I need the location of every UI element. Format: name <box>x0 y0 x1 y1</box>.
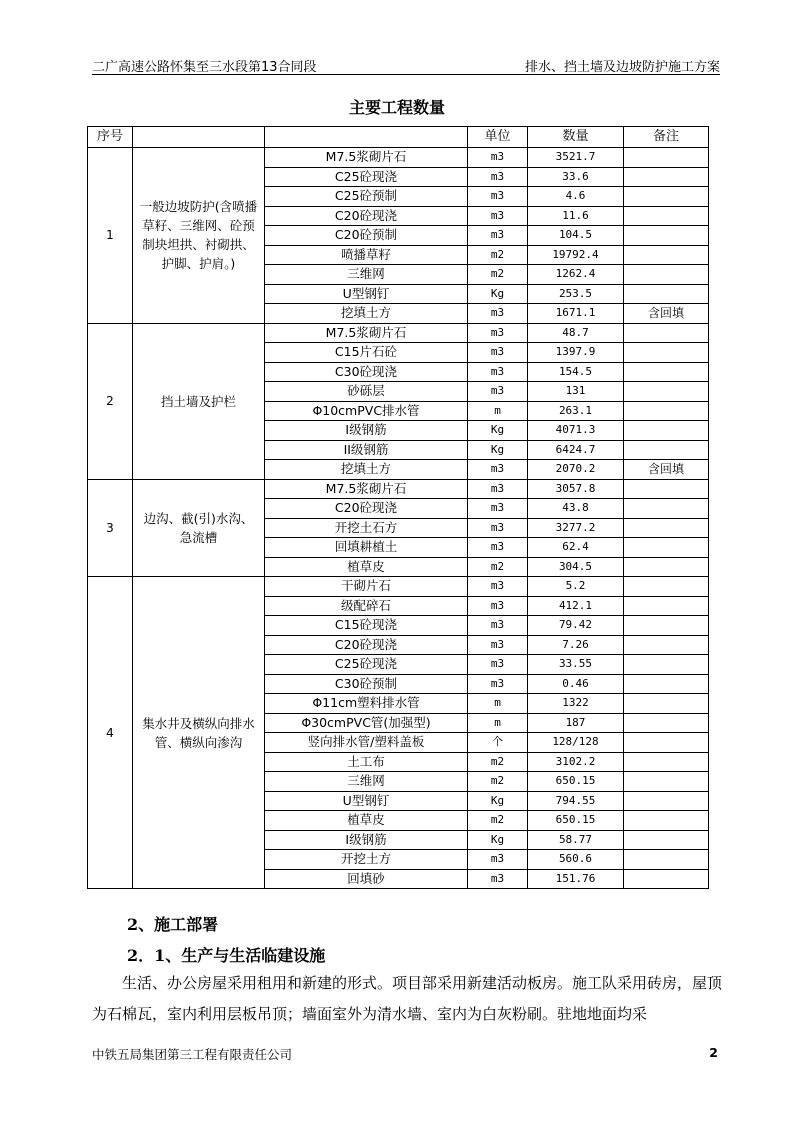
table-title: 主要工程数量 <box>348 98 445 117</box>
body-paragraph <box>92 968 724 1030</box>
item-quantity: 43.8 <box>528 499 624 519</box>
item-name: M7.5浆砌片石 <box>265 323 468 343</box>
table-row <box>88 577 709 597</box>
header-doc-title: 排水、挡土墙及边坡防护施工方案 <box>524 60 720 75</box>
item-remark <box>624 265 709 285</box>
item-remark <box>624 791 709 811</box>
item-name: C30砼预制 <box>265 674 468 694</box>
group-index: 2 <box>88 323 133 479</box>
item-quantity: 62.4 <box>528 538 624 558</box>
item-name: 砂砾层 <box>265 382 468 402</box>
group-category: 边沟、截(引)水沟、急流槽 <box>133 479 265 577</box>
item-remark <box>624 206 709 226</box>
group-category: 集水井及横纵向排水管、横纵向渗沟 <box>133 577 265 889</box>
item-unit: m3 <box>468 479 528 499</box>
item-remark <box>624 557 709 577</box>
group-category: 挡土墙及护栏 <box>133 323 265 479</box>
item-name: 干砌片石 <box>265 577 468 597</box>
item-unit: Kg <box>468 421 528 441</box>
item-unit: m3 <box>468 850 528 870</box>
item-quantity: 33.6 <box>528 167 624 187</box>
item-unit: Kg <box>468 440 528 460</box>
item-unit: m3 <box>468 148 528 168</box>
item-unit: m3 <box>468 167 528 187</box>
header-rule <box>92 74 720 75</box>
item-remark <box>624 850 709 870</box>
item-name: C20砼现浇 <box>265 206 468 226</box>
item-quantity: 4071.3 <box>528 421 624 441</box>
item-name: 植草皮 <box>265 557 468 577</box>
paragraph-text: 生活、办公房屋采用租用和新建的形式。项目部采用新建活动板房。施工队采用砖房，屋顶为石棉瓦，室内利用层板吊顶；墙面室外为清水墙、室内为白灰粉刷。驻地地面均采 <box>92 974 723 1023</box>
item-unit: Kg <box>468 791 528 811</box>
item-remark <box>624 772 709 792</box>
item-remark <box>624 226 709 246</box>
item-name: 级配碎石 <box>265 596 468 616</box>
item-unit: m3 <box>468 538 528 558</box>
item-name: C25砼现浇 <box>265 167 468 187</box>
item-name: Φ30cmPVC管(加强型) <box>265 713 468 733</box>
item-name: 土工布 <box>265 752 468 772</box>
group-index: 4 <box>88 577 133 889</box>
item-quantity: 650.15 <box>528 811 624 831</box>
item-quantity: 412.1 <box>528 596 624 616</box>
item-name: C30砼现浇 <box>265 362 468 382</box>
item-name: 竖向排水管/塑料盖板 <box>265 733 468 753</box>
item-name: C25砼现浇 <box>265 655 468 675</box>
item-unit: m2 <box>468 772 528 792</box>
item-unit: Kg <box>468 830 528 850</box>
item-quantity: 263.1 <box>528 401 624 421</box>
item-remark <box>624 518 709 538</box>
item-name: Φ10cmPVC排水管 <box>265 401 468 421</box>
item-name: U型钢钉 <box>265 791 468 811</box>
item-remark <box>624 674 709 694</box>
table-row <box>88 148 709 168</box>
item-name: C15砼现浇 <box>265 616 468 636</box>
item-unit: m3 <box>468 460 528 480</box>
item-remark <box>624 167 709 187</box>
item-remark <box>624 421 709 441</box>
item-name: 三维网 <box>265 265 468 285</box>
item-remark <box>624 733 709 753</box>
item-remark <box>624 401 709 421</box>
item-quantity: 58.77 <box>528 830 624 850</box>
item-quantity: 3277.2 <box>528 518 624 538</box>
item-quantity: 1262.4 <box>528 265 624 285</box>
item-remark <box>624 538 709 558</box>
item-name: C20砼现浇 <box>265 635 468 655</box>
col-header-quantity: 数量 <box>528 127 624 148</box>
item-remark <box>624 694 709 714</box>
item-quantity: 128/128 <box>528 733 624 753</box>
item-remark <box>624 499 709 519</box>
item-name: I级钢筋 <box>265 830 468 850</box>
item-unit: m3 <box>468 518 528 538</box>
item-quantity: 5.2 <box>528 577 624 597</box>
item-unit: m3 <box>468 362 528 382</box>
item-remark <box>624 479 709 499</box>
item-name: 三维网 <box>265 772 468 792</box>
item-unit: m2 <box>468 752 528 772</box>
item-name: 喷播草籽 <box>265 245 468 265</box>
item-unit: m <box>468 401 528 421</box>
item-unit: m <box>468 713 528 733</box>
item-unit: m3 <box>468 577 528 597</box>
item-quantity: 104.5 <box>528 226 624 246</box>
item-quantity: 3057.8 <box>528 479 624 499</box>
item-name: I级钢筋 <box>265 421 468 441</box>
item-quantity: 1671.1 <box>528 304 624 324</box>
item-quantity: 304.5 <box>528 557 624 577</box>
col-header-unit: 单位 <box>468 127 528 148</box>
item-name: C20砼预制 <box>265 226 468 246</box>
table-row <box>88 479 709 499</box>
item-remark <box>624 811 709 831</box>
item-quantity: 1322 <box>528 694 624 714</box>
item-quantity: 187 <box>528 713 624 733</box>
item-unit: Kg <box>468 284 528 304</box>
item-unit: m2 <box>468 265 528 285</box>
item-quantity: 2070.2 <box>528 460 624 480</box>
page-header <box>92 56 720 76</box>
item-unit: 个 <box>468 733 528 753</box>
item-remark <box>624 440 709 460</box>
item-unit: m3 <box>468 382 528 402</box>
item-remark <box>624 245 709 265</box>
item-quantity: 0.46 <box>528 674 624 694</box>
item-remark <box>624 362 709 382</box>
item-unit: m <box>468 694 528 714</box>
item-quantity: 11.6 <box>528 206 624 226</box>
col-header-remark: 备注 <box>624 127 709 148</box>
item-unit: m3 <box>468 499 528 519</box>
item-quantity: 3102.2 <box>528 752 624 772</box>
item-name: C15片石砼 <box>265 343 468 363</box>
item-remark <box>624 869 709 889</box>
item-name: C25砼预制 <box>265 187 468 207</box>
item-unit: m3 <box>468 616 528 636</box>
item-remark <box>624 830 709 850</box>
item-name: 开挖土方 <box>265 850 468 870</box>
item-remark <box>624 616 709 636</box>
item-unit: m3 <box>468 343 528 363</box>
item-remark <box>624 752 709 772</box>
item-unit: m3 <box>468 187 528 207</box>
item-quantity: 650.15 <box>528 772 624 792</box>
item-remark <box>624 382 709 402</box>
item-name: 回填砂 <box>265 869 468 889</box>
item-quantity: 151.76 <box>528 869 624 889</box>
item-unit: m3 <box>468 206 528 226</box>
item-quantity: 560.6 <box>528 850 624 870</box>
group-category: 一般边坡防护(含喷播草籽、三维网、砼预制块坦拱、衬砌拱、护脚、护肩。) <box>133 148 265 324</box>
item-unit: m2 <box>468 557 528 577</box>
table-header-row <box>88 127 709 148</box>
item-unit: m2 <box>468 245 528 265</box>
item-name: 开挖土石方 <box>265 518 468 538</box>
item-quantity: 253.5 <box>528 284 624 304</box>
item-quantity: 154.5 <box>528 362 624 382</box>
item-remark <box>624 713 709 733</box>
footer-company: 中铁五局集团第三工程有限责任公司 <box>92 1047 293 1062</box>
item-quantity: 33.55 <box>528 655 624 675</box>
item-name: 挖填土方 <box>265 304 468 324</box>
item-quantity: 48.7 <box>528 323 624 343</box>
item-remark: 含回填 <box>624 460 709 480</box>
group-index: 3 <box>88 479 133 577</box>
item-quantity: 6424.7 <box>528 440 624 460</box>
item-quantity: 4.6 <box>528 187 624 207</box>
item-name: Φ11cm塑料排水管 <box>265 694 468 714</box>
col-header-item <box>265 127 468 148</box>
item-name: 回填耕植土 <box>265 538 468 558</box>
item-remark <box>624 148 709 168</box>
item-remark <box>624 323 709 343</box>
col-header-category <box>133 127 265 148</box>
item-unit: m3 <box>468 304 528 324</box>
item-unit: m3 <box>468 869 528 889</box>
item-unit: m3 <box>468 323 528 343</box>
item-quantity: 19792.4 <box>528 245 624 265</box>
item-quantity: 7.26 <box>528 635 624 655</box>
item-name: M7.5浆砌片石 <box>265 148 468 168</box>
header-project: 二广高速公路怀集至三水段第13合同段 <box>92 60 317 75</box>
col-header-index: 序号 <box>88 127 133 148</box>
item-quantity: 1397.9 <box>528 343 624 363</box>
item-name: 挖填土方 <box>265 460 468 480</box>
section-heading-deployment: 2、施工部署 <box>127 915 219 934</box>
group-index: 1 <box>88 148 133 324</box>
item-remark <box>624 187 709 207</box>
item-quantity: 3521.7 <box>528 148 624 168</box>
item-unit: m3 <box>468 635 528 655</box>
table-row <box>88 323 709 343</box>
item-remark <box>624 284 709 304</box>
item-name: M7.5浆砌片石 <box>265 479 468 499</box>
item-name: 植草皮 <box>265 811 468 831</box>
item-unit: m3 <box>468 674 528 694</box>
item-name: II级钢筋 <box>265 440 468 460</box>
item-remark <box>624 655 709 675</box>
item-remark: 含回填 <box>624 304 709 324</box>
item-quantity: 131 <box>528 382 624 402</box>
item-remark <box>624 635 709 655</box>
item-quantity: 79.42 <box>528 616 624 636</box>
quantity-table <box>87 126 709 889</box>
item-unit: m2 <box>468 811 528 831</box>
item-name: C20砼现浇 <box>265 499 468 519</box>
section-heading-temp-facilities: 2．1、生产与生活临建设施 <box>127 946 326 965</box>
item-name: U型钢钉 <box>265 284 468 304</box>
item-remark <box>624 596 709 616</box>
item-unit: m3 <box>468 596 528 616</box>
item-remark <box>624 343 709 363</box>
item-unit: m3 <box>468 226 528 246</box>
page-number: 2 <box>709 1045 718 1060</box>
item-unit: m3 <box>468 655 528 675</box>
item-remark <box>624 577 709 597</box>
item-quantity: 794.55 <box>528 791 624 811</box>
